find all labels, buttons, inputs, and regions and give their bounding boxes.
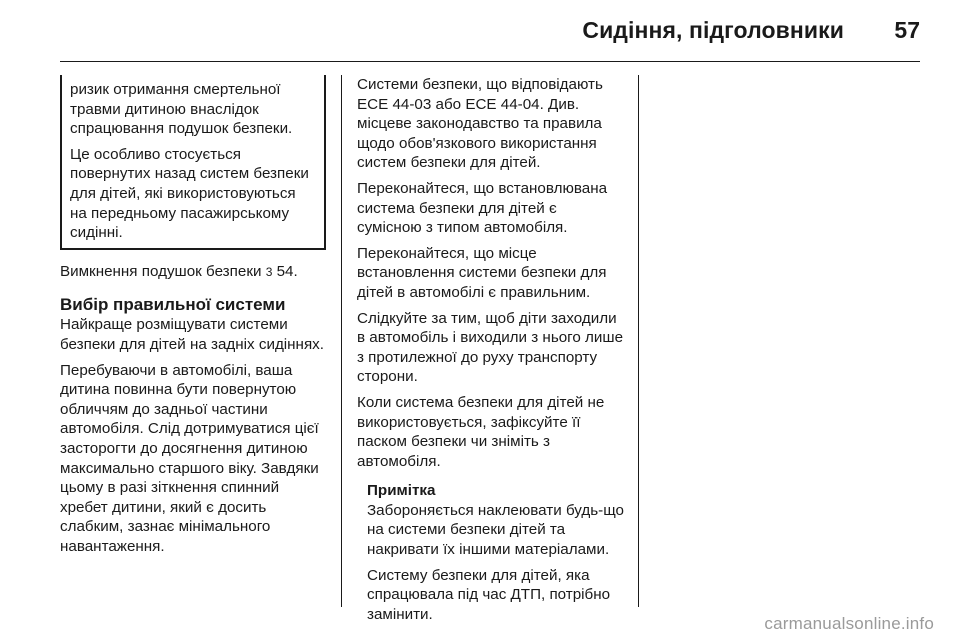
airbag-page-link[interactable]: 54. [276, 262, 298, 280]
page-header [0, 0, 960, 62]
body-paragraph: Переконайтеся, що місце встановлення системи безпеки для дітей в автомобілі є правильним. [357, 244, 607, 301]
page-arrow-icon: 3 [265, 264, 273, 279]
body-paragraph: Слідкуйте за тим, щоб діти заходили в автомобіль і виходили з нього лише з протилежної до руху транспорту сторони. [357, 309, 624, 386]
note-title: Примітка [367, 482, 436, 500]
warning-paragraph: Це особливо стосується повернутих назад систем безпеки для дітей, які використовуються на передньому пасажирському сидінні. [70, 145, 309, 242]
warning-paragraph: ризик отримання смертельної травми дитиною внаслідок спрацювання подушок безпеки. [70, 81, 293, 138]
body-paragraph: Коли система безпеки для дітей не використовується, зафіксуйте її паском безпеки чи зніміть з автомобіля. [357, 393, 605, 470]
airbag-reference [60, 262, 326, 283]
section-heading: Вибір правильної системи [60, 295, 286, 315]
body-paragraph: Перебуваючи в автомобілі, ваша дитина повинна бути повернутою обличчям до задньої частини автомобіля. Слід дотримуватися цієї засторогти до досягнення дитиною максимально старшого віку. Завдяки цьому в разі зіткнення спинний хребет дитини, який є досить слабким, зазнає мінімального навантаження. [60, 361, 319, 555]
body-paragraph: Системи безпеки, що відповідають ECE 44-03 або ECE 44-04. Див. місцеве законодавство та правила щодо обов'язкового використання систем безпеки для дітей. [357, 76, 603, 172]
page-number: 57 [894, 17, 920, 43]
body-paragraph: Переконайтеся, що встановлювана система безпеки для дітей є сумісною з типом автомобіля. [357, 179, 608, 237]
airbag-reference-text: Вимкнення подушок безпеки [60, 262, 262, 280]
watermark: carmanualsonline.info [764, 614, 934, 633]
note-block [357, 481, 625, 624]
section-title: Сидіння, підголовники [582, 17, 844, 43]
column-divider [341, 75, 342, 607]
warning-box [60, 75, 326, 250]
column-middle [357, 75, 625, 630]
body-paragraph: Найкраще розміщувати системи безпеки для дітей на задніх сидіннях. [60, 316, 324, 353]
column-left [60, 75, 326, 562]
column-divider [638, 75, 639, 607]
note-paragraph: Забороняється наклеювати будь-що на системи безпеки дітей та накривати їх іншими матеріалами. [367, 501, 624, 559]
header-rule [60, 61, 920, 62]
note-paragraph: Систему безпеки для дітей, яка спрацювала під час ДТП, потрібно замінити. [367, 566, 611, 623]
